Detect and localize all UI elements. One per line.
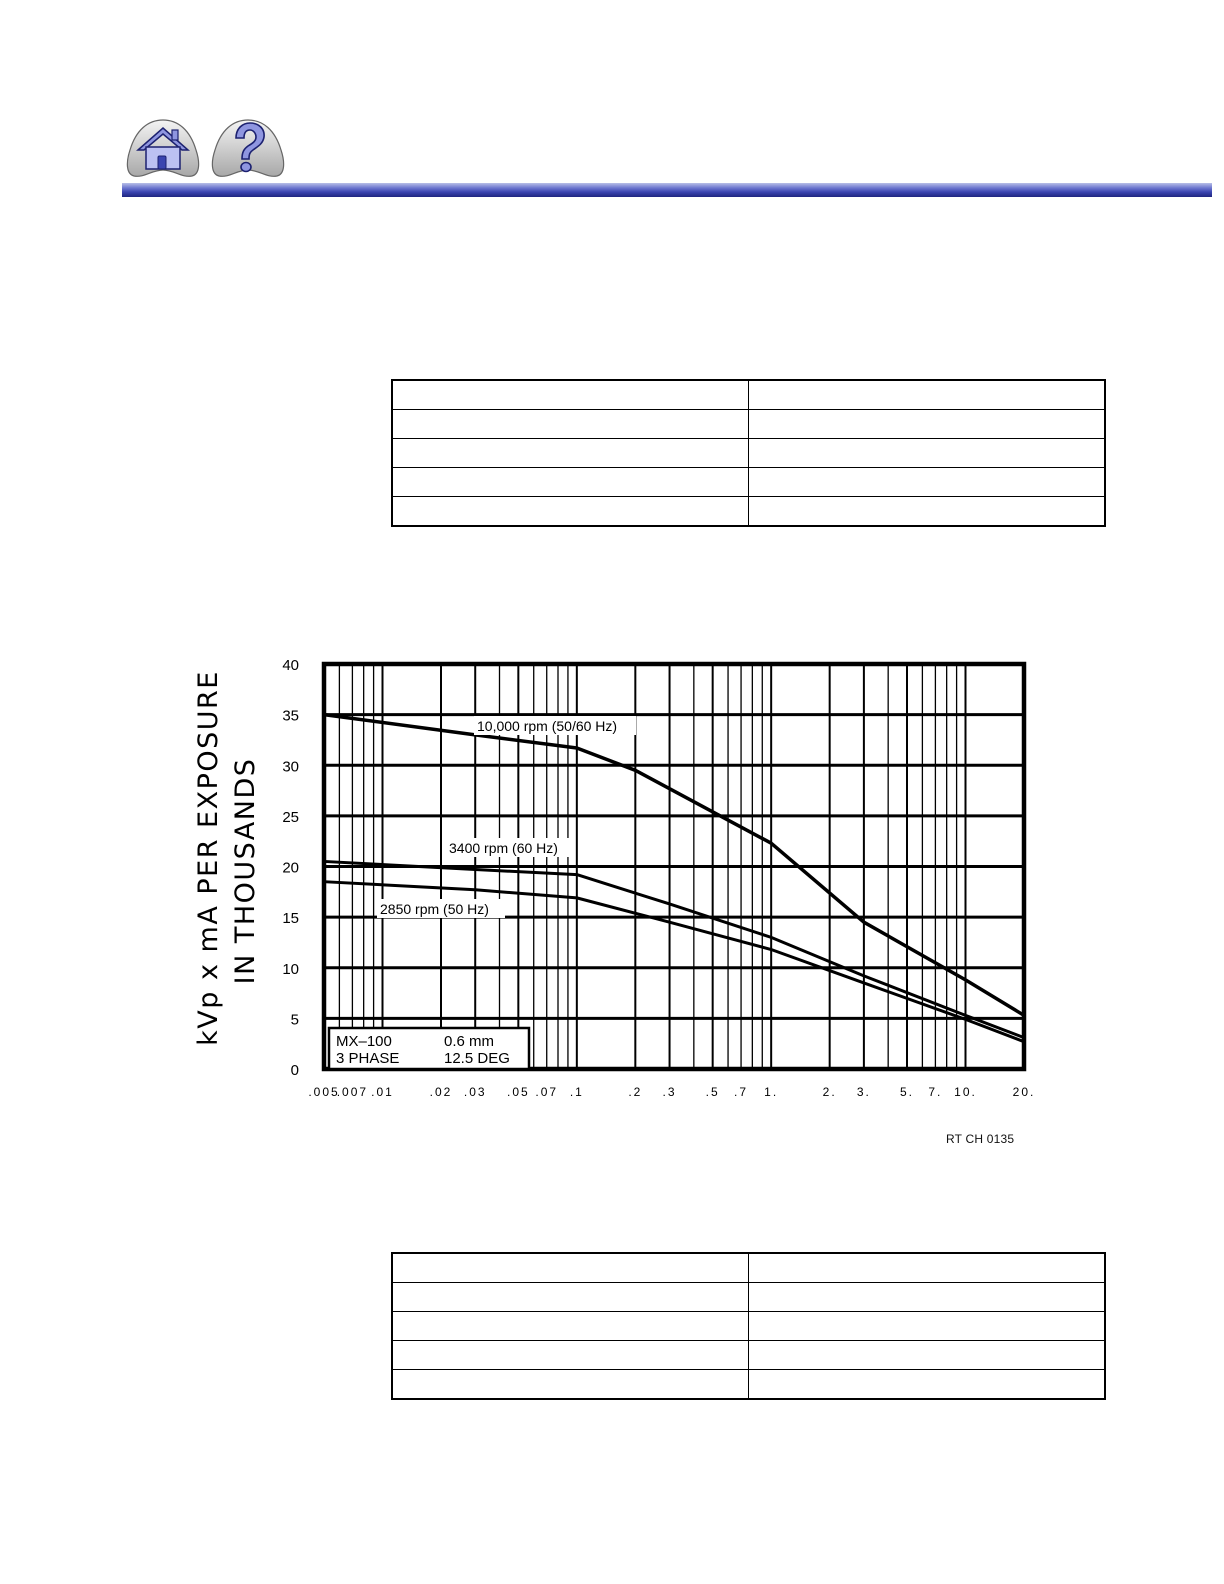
x-tick-label: .1 — [569, 1085, 584, 1099]
y-tick-label: 25 — [282, 808, 299, 826]
y-axis-title: kVp x mA PER EXPOSURE — [193, 670, 224, 1046]
table-2-row — [392, 1283, 1105, 1312]
spec-table-bottom — [391, 1252, 1106, 1400]
x-tick-label: .3 — [662, 1085, 677, 1099]
x-tick-label: 1. — [764, 1085, 779, 1099]
x-tick-label: .07 — [535, 1085, 559, 1099]
table-2-row — [392, 1253, 1105, 1283]
x-tick-label: .2 — [628, 1085, 643, 1099]
x-tick-label: .7 — [734, 1085, 749, 1099]
table-2-cell — [392, 1312, 749, 1341]
series-label: 3400 rpm (60 Hz) — [449, 840, 558, 856]
y-tick-label: 20 — [282, 859, 299, 877]
y-tick-label: 0 — [290, 1062, 299, 1079]
y-tick-label: 5 — [290, 1011, 299, 1029]
table-2-cell — [392, 1283, 749, 1312]
annotation-focal-spot: 0.6 mm — [444, 1033, 495, 1050]
x-tick-label: 3. — [856, 1085, 871, 1099]
x-tick-label: .02 — [429, 1085, 453, 1099]
y-tick-label: 10 — [282, 960, 299, 978]
annotation-phase: 3 PHASE — [336, 1050, 400, 1067]
y-tick-label: 30 — [282, 758, 299, 776]
x-tick-label: 2. — [822, 1085, 837, 1099]
y-tick-label: 15 — [282, 910, 299, 928]
x-tick-label: .01 — [371, 1085, 394, 1099]
x-tick-label: .03 — [463, 1085, 487, 1099]
x-tick-label: .05 — [506, 1085, 530, 1099]
table-2-row — [392, 1341, 1105, 1370]
annotation-model: MX–100 — [336, 1033, 392, 1050]
x-tick-label: .005 — [308, 1085, 340, 1099]
table-2-cell — [749, 1312, 1106, 1341]
x-tick-label: .007 — [336, 1085, 369, 1099]
series-label: 10,000 rpm (50/60 Hz) — [477, 718, 618, 734]
y-tick-label: 40 — [282, 657, 299, 674]
figure-reference-code: RT CH 0135 — [946, 1132, 1015, 1146]
table-2-cell — [749, 1370, 1106, 1400]
series-label: 2850 rpm (50 Hz) — [380, 901, 489, 917]
x-tick-label: .5 — [705, 1085, 720, 1099]
table-2-cell — [749, 1253, 1106, 1283]
x-tick-label: 10. — [954, 1085, 977, 1099]
table-2-cell — [749, 1341, 1106, 1370]
series-line — [324, 715, 1024, 1016]
x-tick-label: 7. — [928, 1085, 943, 1099]
annotation-anode-angle: 12.5 DEG — [444, 1050, 510, 1067]
y-axis-title-line-2: IN THOUSANDS — [230, 757, 261, 985]
table-2-cell — [392, 1341, 749, 1370]
table-2-cell — [392, 1370, 749, 1400]
y-tick-label: 35 — [282, 707, 299, 725]
x-tick-label: 5. — [899, 1085, 915, 1099]
x-tick-label: 20. — [1012, 1085, 1036, 1099]
table-2-row — [392, 1312, 1105, 1341]
table-2-row — [392, 1370, 1105, 1400]
table-2-cell — [749, 1283, 1106, 1312]
table-2-cell — [392, 1253, 749, 1283]
